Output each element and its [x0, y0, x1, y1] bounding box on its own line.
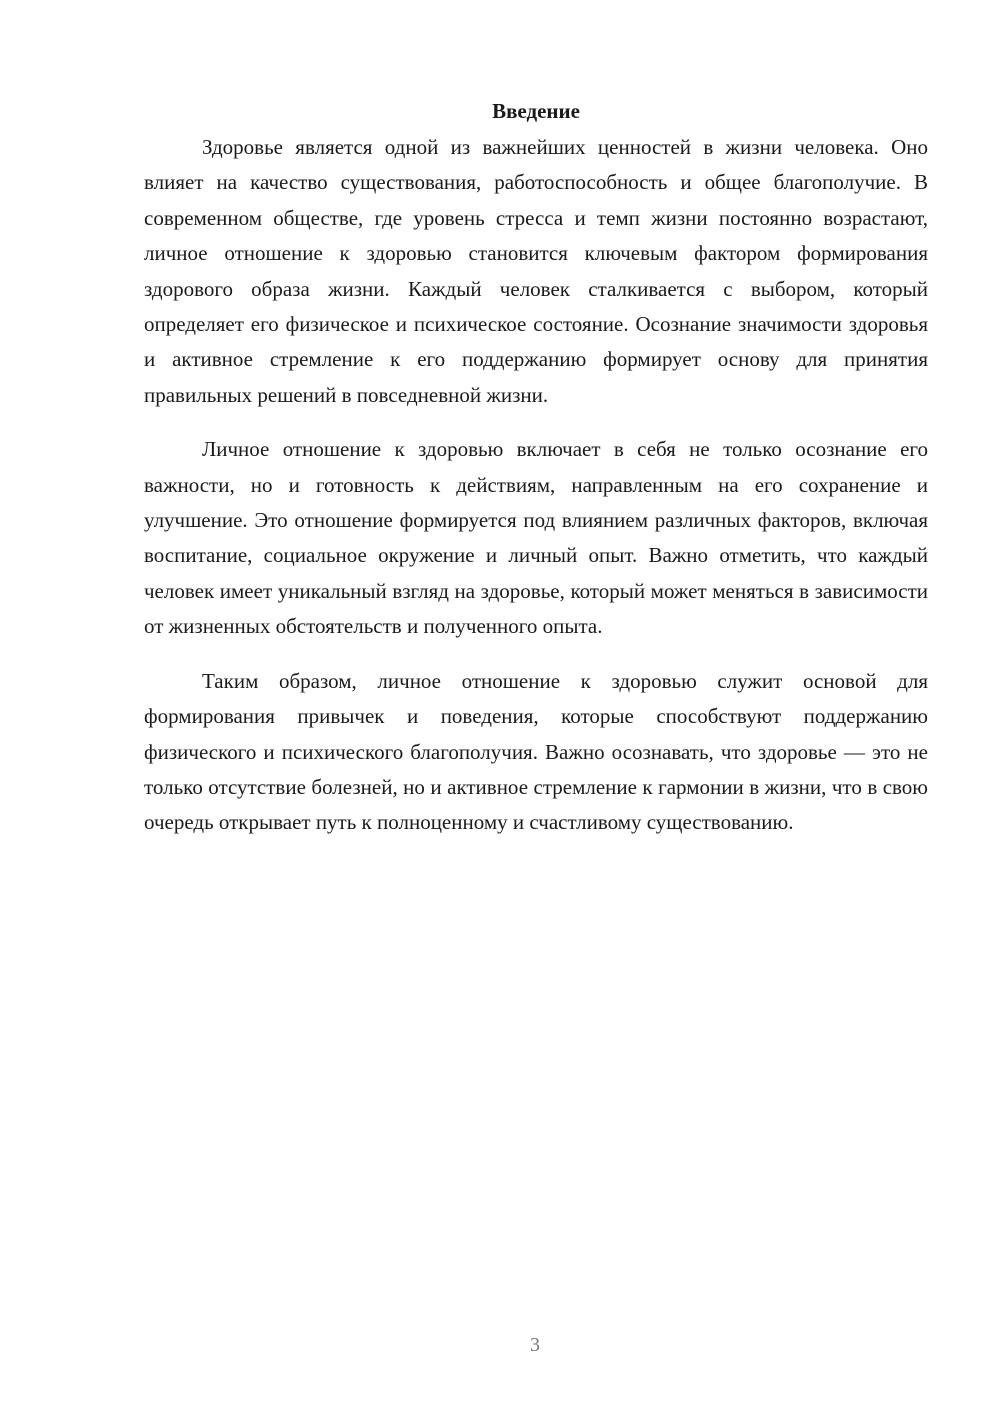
paragraph-3: Таким образом, личное отношение к здоровью служит основой для формирования привычек и поведения, которые способствуют поддержанию физического и психического благополучия. Важно осознавать, что здоровье — это не только отсутствие болезней, но и активное стремление к гармонии в жизни, что в свою очередь открывает путь к полноценному и счастливому существованию. [144, 668, 928, 835]
paragraph-1: Здоровье является одной из важнейших ценностей в жизни человека. Оно влияет на качество существования, работоспособность и общее благополучие. В современном обществе, где уровень стресса и темп жизни постоянно возрастают, личное отношение к здоровью становится ключевым фактором формирования здорового образа жизни. Каждый человек сталкивается с выбором, который определяет его физическое и психическое состояние. Осознание значимости здоровья и активное стремление к его поддержанию формирует основу для принятия правильных решений в повседневной жизни. [144, 135, 928, 407]
page-content [144, 96, 928, 860]
paragraph-2: Личное отношение к здоровью включает в себя не только осознание его важности, но и готовность к действиям, направленным на его сохранение и улучшение. Это отношение формируется под влиянием различных факторов, включая воспитание, социальное окружение и личный опыт. Важно отметить, что каждый человек имеет уникальный взгляд на здоровье, который может меняться в зависимости от жизненных обстоятельств и полученного опыта. [144, 437, 928, 639]
page-number: 3 [530, 1334, 540, 1356]
section-heading: Введение [492, 99, 580, 123]
